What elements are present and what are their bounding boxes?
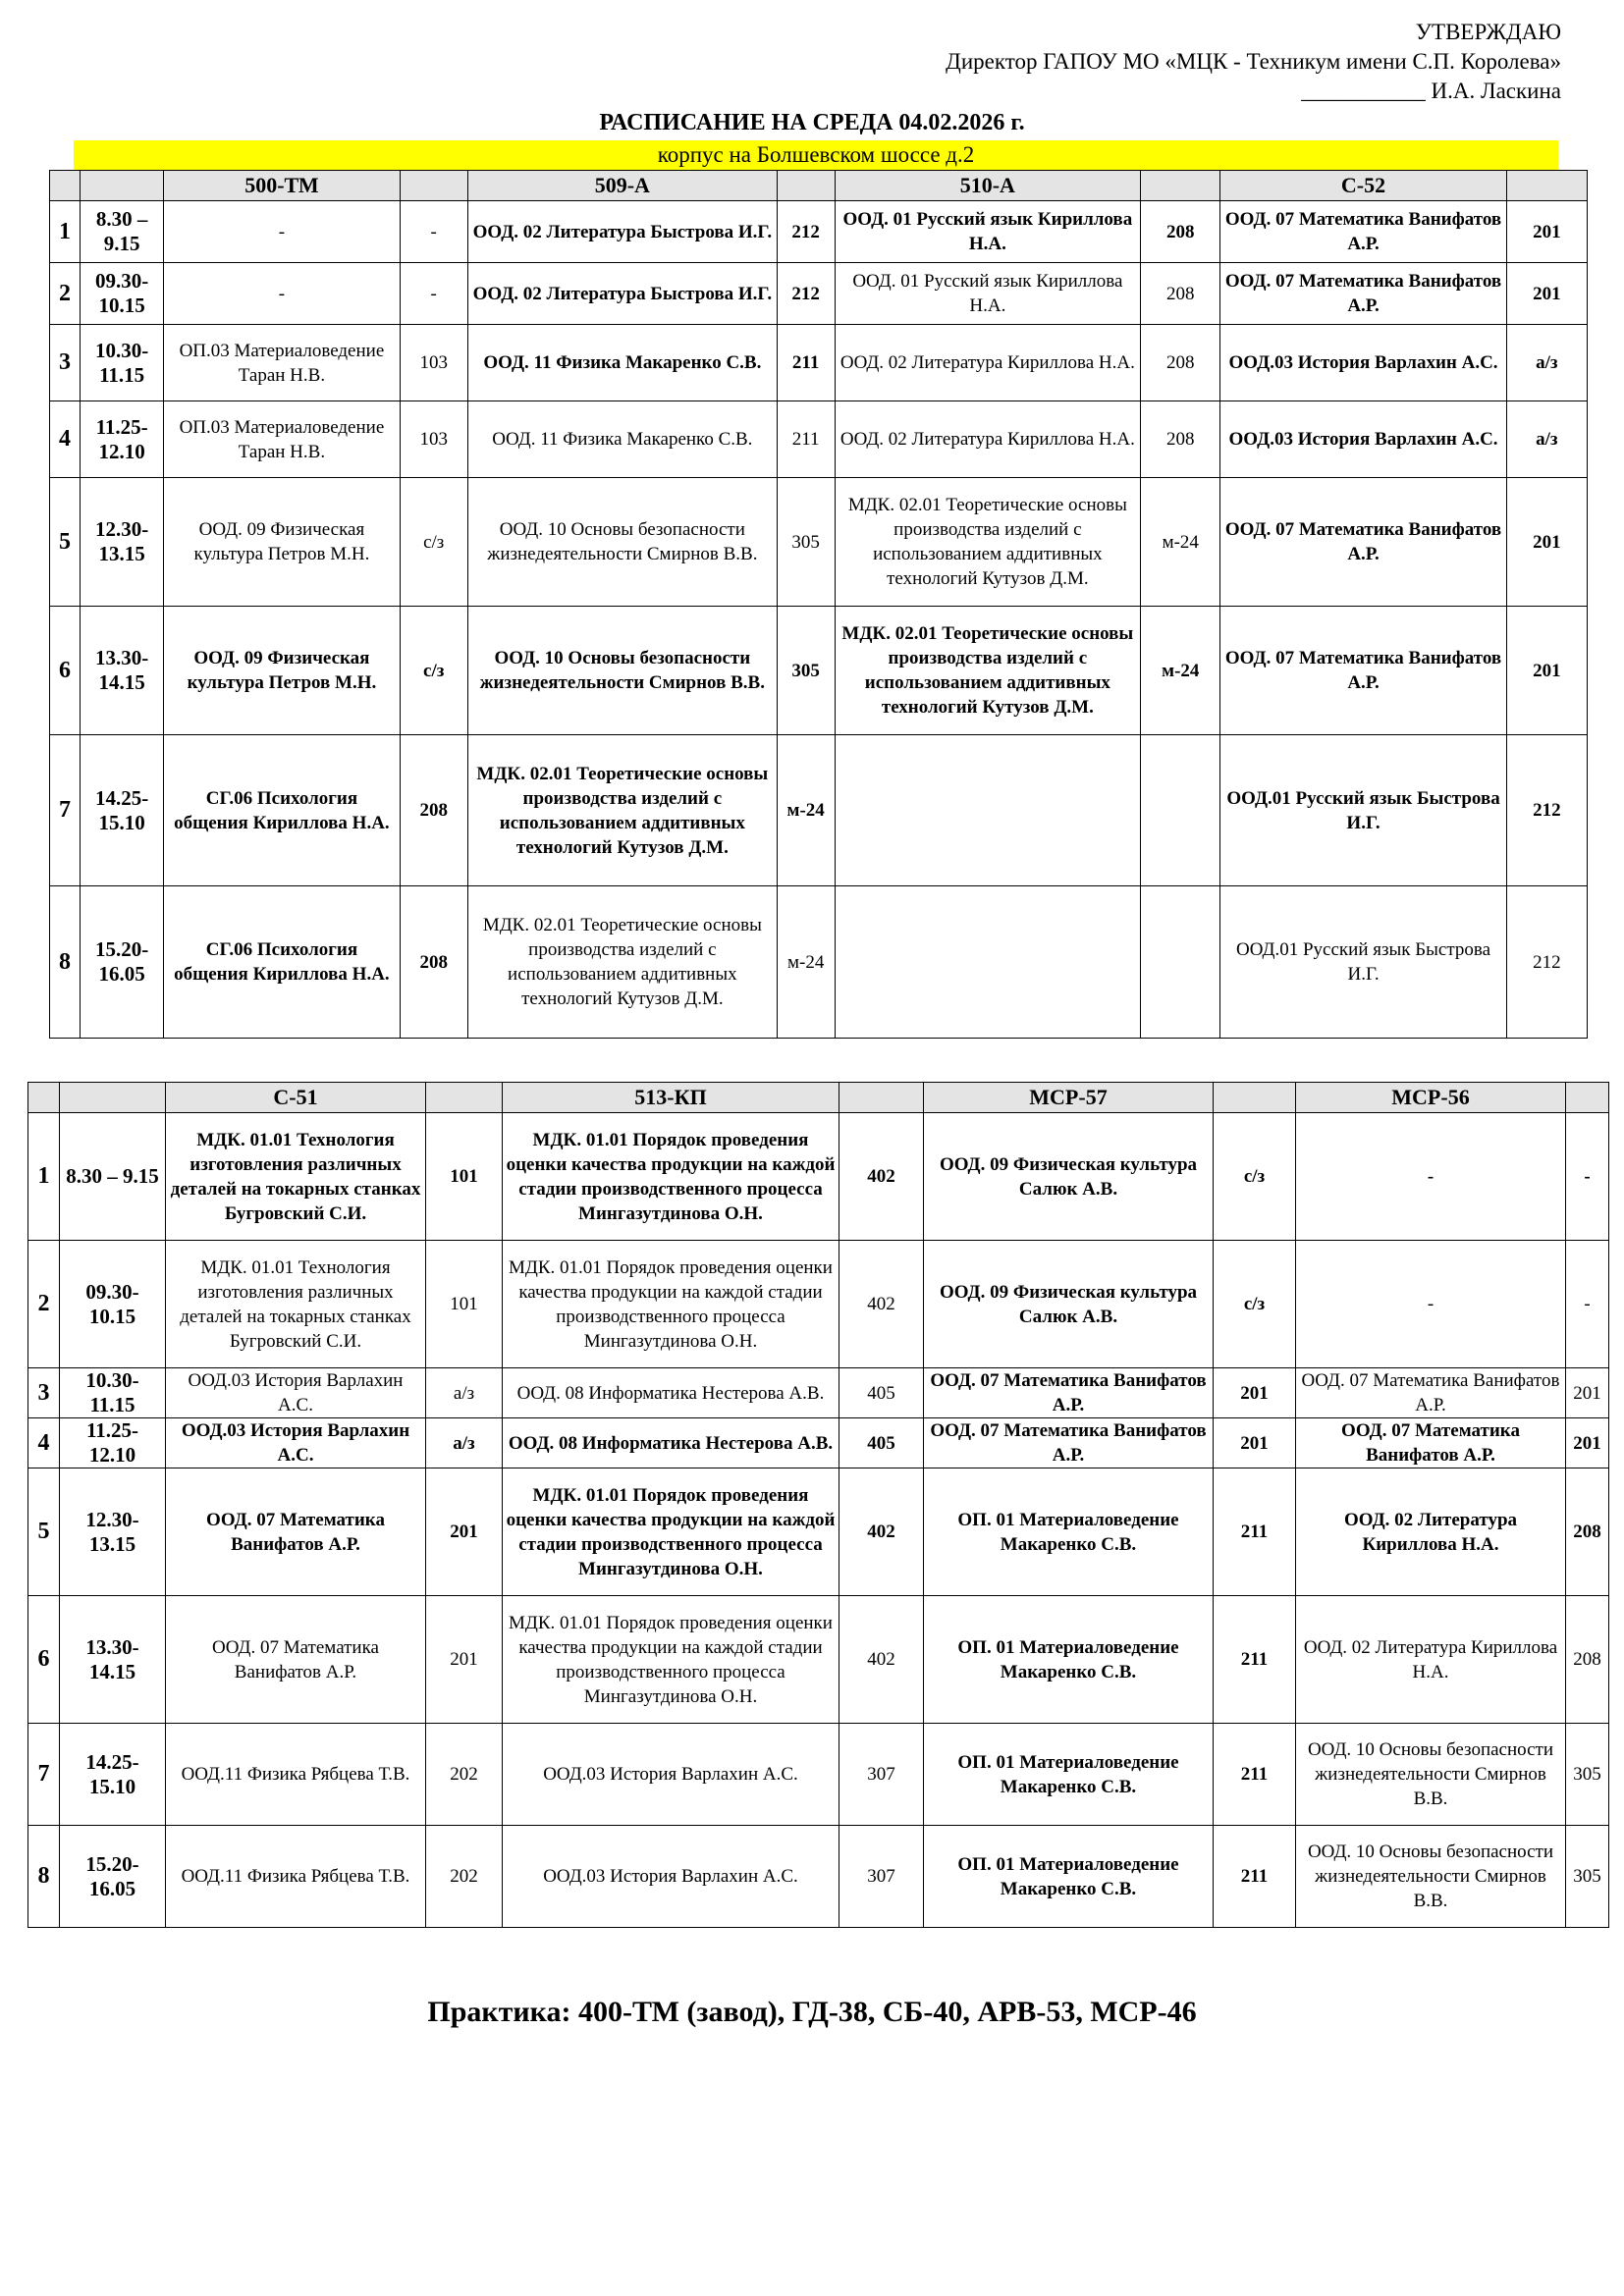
subject-cell: МДК. 02.01 Теоретические основы производства изделий с использованием аддитивных технологий Кутузов Д.М. (835, 478, 1141, 607)
subject-cell: ООД. 02 Литература Быстрова И.Г. (467, 201, 777, 263)
subject-cell: ООД. 02 Литература Кириллова Н.А. (835, 325, 1141, 401)
schedule-table-2 (27, 1082, 1609, 1928)
subject-cell: ООД. 07 Математика Ванифатов А.Р. (1220, 607, 1506, 735)
room-cell: а/з (426, 1418, 503, 1468)
approval-block (946, 18, 1561, 106)
table-row (28, 1468, 1609, 1596)
subject-cell: ОП.03 Материаловедение Таран Н.В. (164, 401, 400, 478)
lesson-time: 13.30- 14.15 (60, 1596, 166, 1724)
group-header: 513-КП (503, 1083, 839, 1113)
approval-line-2: Директор ГАПОУ МО «МЦК - Техникум имени С.П. Королева» (946, 49, 1561, 74)
subject-cell: ОП. 01 Материаловедение Макаренко С.В. (924, 1826, 1214, 1928)
room-cell (1141, 886, 1220, 1039)
lesson-number: 6 (28, 1596, 60, 1724)
lesson-time: 09.30- 10.15 (80, 263, 163, 325)
room-cell: м-24 (1141, 607, 1220, 735)
room-cell: 208 (1141, 263, 1220, 325)
subject-cell: ООД. 07 Математика Ванифатов А.Р. (1296, 1368, 1566, 1418)
table-row (50, 201, 1588, 263)
subject-cell: ООД. 01 Русский язык Кириллова Н.А. (835, 263, 1141, 325)
lesson-time: 15.20- 16.05 (80, 886, 163, 1039)
room-cell: - (1566, 1241, 1609, 1368)
group-header: 509-А (467, 171, 777, 201)
room-cell: 211 (1214, 1826, 1296, 1928)
room-cell: 201 (1214, 1418, 1296, 1468)
group-header: МСР-57 (924, 1083, 1214, 1113)
lesson-number: 2 (50, 263, 81, 325)
table-row (28, 1724, 1609, 1826)
group-header: С-51 (166, 1083, 426, 1113)
subject-cell: ООД. 09 Физическая культура Петров М.Н. (164, 478, 400, 607)
subject-cell: ООД. 07 Математика Ванифатов А.Р. (166, 1596, 426, 1724)
lesson-time: 10.30- 11.15 (80, 325, 163, 401)
subject-cell: ООД. 07 Математика Ванифатов А.Р. (1220, 201, 1506, 263)
room-cell: м-24 (1141, 478, 1220, 607)
lesson-time: 14.25- 15.10 (80, 735, 163, 886)
subject-cell: МДК. 02.01 Теоретические основы производства изделий с использованием аддитивных технологий Кутузов Д.М. (835, 607, 1141, 735)
subject-cell: ООД.03 История Варлахин А.С. (503, 1826, 839, 1928)
subject-cell: МДК. 01.01 Порядок проведения оценки качества продукции на каждой стадии производственного процесса Мингазутдинова О.Н. (503, 1596, 839, 1724)
lesson-number: 6 (50, 607, 81, 735)
lesson-number: 3 (50, 325, 81, 401)
room-cell: 211 (1214, 1596, 1296, 1724)
subject-cell: ОП. 01 Материаловедение Макаренко С.В. (924, 1468, 1214, 1596)
subject-cell: ООД. 07 Математика Ванифатов А.Р. (1220, 263, 1506, 325)
lesson-number: 2 (28, 1241, 60, 1368)
table-row (50, 478, 1588, 607)
subject-cell: ООД. 08 Информатика Нестерова А.В. (503, 1418, 839, 1468)
room-cell: 307 (839, 1826, 924, 1928)
table-row (50, 263, 1588, 325)
subject-cell: - (164, 201, 400, 263)
subject-cell: МДК. 02.01 Теоретические основы производства изделий с использованием аддитивных технологий Кутузов Д.М. (467, 886, 777, 1039)
approval-line-3: ___________ И.А. Ласкина (1301, 79, 1561, 103)
subject-cell: МДК. 01.01 Технология изготовления различных деталей на токарных станках Бугровский С.И. (166, 1113, 426, 1241)
lesson-time: 8.30 – 9.15 (60, 1113, 166, 1241)
table-header-row (50, 171, 1588, 201)
room-cell: 212 (777, 263, 835, 325)
table-header-row (28, 1083, 1609, 1113)
room-cell: с/з (400, 607, 467, 735)
room-cell: 305 (1566, 1724, 1609, 1826)
table-row (28, 1826, 1609, 1928)
room-cell: 208 (1566, 1468, 1609, 1596)
subject-cell: ООД.03 История Варлахин А.С. (166, 1368, 426, 1418)
lesson-time: 12.30- 13.15 (80, 478, 163, 607)
table-row (28, 1368, 1609, 1418)
room-cell: 208 (1141, 325, 1220, 401)
subject-cell: ООД.01 Русский язык Быстрова И.Г. (1220, 735, 1506, 886)
lesson-number: 4 (28, 1418, 60, 1468)
table-row (50, 401, 1588, 478)
group-header: 500-ТМ (164, 171, 400, 201)
room-cell: с/з (1214, 1113, 1296, 1241)
subject-cell: - (1296, 1113, 1566, 1241)
group-header: С-52 (1220, 171, 1506, 201)
room-cell: 305 (777, 607, 835, 735)
room-cell: 101 (426, 1113, 503, 1241)
subject-cell: ООД. 07 Математика Ванифатов А.Р. (166, 1468, 426, 1596)
subject-cell: ООД. 10 Основы безопасности жизнедеятельности Смирнов В.В. (1296, 1724, 1566, 1826)
room-cell: 212 (1506, 886, 1587, 1039)
room-cell: 201 (426, 1596, 503, 1724)
room-cell: 307 (839, 1724, 924, 1826)
building-banner: корпус на Болшевском шоссе д.2 (74, 140, 1558, 170)
room-cell: 402 (839, 1113, 924, 1241)
table-row (28, 1241, 1609, 1368)
room-cell: 211 (1214, 1724, 1296, 1826)
lesson-number: 4 (50, 401, 81, 478)
lesson-time: 15.20- 16.05 (60, 1826, 166, 1928)
subject-cell: ООД.01 Русский язык Быстрова И.Г. (1220, 886, 1506, 1039)
subject-cell: ООД.03 История Варлахин А.С. (1220, 325, 1506, 401)
room-cell: - (1566, 1113, 1609, 1241)
subject-cell: ООД. 09 Физическая культура Салюк А.В. (924, 1241, 1214, 1368)
subject-cell: ООД.03 История Варлахин А.С. (1220, 401, 1506, 478)
lesson-time: 09.30- 10.15 (60, 1241, 166, 1368)
lesson-number: 7 (50, 735, 81, 886)
table-row (28, 1596, 1609, 1724)
room-cell: 212 (777, 201, 835, 263)
lesson-time: 11.25- 12.10 (80, 401, 163, 478)
subject-cell: - (1296, 1241, 1566, 1368)
table-row (28, 1113, 1609, 1241)
room-cell: - (400, 201, 467, 263)
page-title: РАСПИСАНИЕ НА СРЕДА 04.02.2026 г. (599, 110, 1025, 135)
lesson-time: 13.30- 14.15 (80, 607, 163, 735)
room-cell: 201 (1506, 607, 1587, 735)
room-cell: 201 (1214, 1368, 1296, 1418)
subject-cell: ООД. 11 Физика Макаренко С.В. (467, 325, 777, 401)
practice-note: Практика: 400-ТМ (завод), ГД-38, СБ-40, АРВ-53, МСР-46 (427, 1996, 1197, 2028)
room-cell: 208 (1566, 1596, 1609, 1724)
room-cell: с/з (400, 478, 467, 607)
room-cell: 405 (839, 1368, 924, 1418)
subject-cell: ООД. 08 Информатика Нестерова А.В. (503, 1368, 839, 1418)
subject-cell: ООД. 09 Физическая культура Петров М.Н. (164, 607, 400, 735)
lesson-number: 8 (50, 886, 81, 1039)
subject-cell: ООД.03 История Варлахин А.С. (503, 1724, 839, 1826)
room-cell: 202 (426, 1724, 503, 1826)
group-header: 510-А (835, 171, 1141, 201)
room-cell: а/з (1506, 325, 1587, 401)
subject-cell: ООД. 10 Основы безопасности жизнедеятельности Смирнов В.В. (467, 478, 777, 607)
room-cell: м-24 (777, 735, 835, 886)
subject-cell: ООД. 07 Математика Ванифатов А.Р. (1220, 478, 1506, 607)
room-cell: с/з (1214, 1241, 1296, 1368)
lesson-number: 1 (50, 201, 81, 263)
room-cell: 103 (400, 325, 467, 401)
lesson-number: 5 (28, 1468, 60, 1596)
lesson-number: 8 (28, 1826, 60, 1928)
lesson-time: 10.30- 11.15 (60, 1368, 166, 1418)
approval-line-1: УТВЕРЖДАЮ (1415, 20, 1561, 44)
subject-cell: ООД. 11 Физика Макаренко С.В. (467, 401, 777, 478)
lesson-time: 14.25- 15.10 (60, 1724, 166, 1826)
subject-cell: ООД. 09 Физическая культура Салюк А.В. (924, 1113, 1214, 1241)
room-cell: 201 (1566, 1418, 1609, 1468)
subject-cell: ООД.11 Физика Рябцева Т.В. (166, 1724, 426, 1826)
subject-cell: ООД. 02 Литература Кириллова Н.А. (1296, 1468, 1566, 1596)
room-cell: а/з (1506, 401, 1587, 478)
room-cell: 201 (1506, 201, 1587, 263)
room-cell: 212 (1506, 735, 1587, 886)
room-cell: 201 (1566, 1368, 1609, 1418)
subject-cell: МДК. 01.01 Порядок проведения оценки качества продукции на каждой стадии производственного процесса Мингазутдинова О.Н. (503, 1113, 839, 1241)
lesson-number: 7 (28, 1724, 60, 1826)
lesson-time: 12.30- 13.15 (60, 1468, 166, 1596)
subject-cell: МДК. 01.01 Технология изготовления различных деталей на токарных станках Бугровский С.И. (166, 1241, 426, 1368)
room-cell: 202 (426, 1826, 503, 1928)
table-row (50, 735, 1588, 886)
room-cell: 211 (1214, 1468, 1296, 1596)
room-cell: 208 (400, 886, 467, 1039)
subject-cell: - (164, 263, 400, 325)
room-cell: 208 (400, 735, 467, 886)
room-cell: 101 (426, 1241, 503, 1368)
room-cell: 103 (400, 401, 467, 478)
lesson-time: 8.30 – 9.15 (80, 201, 163, 263)
subject-cell (835, 735, 1141, 886)
subject-cell: ООД. 07 Математика Ванифатов А.Р. (1296, 1418, 1566, 1468)
room-cell: 201 (426, 1468, 503, 1596)
room-cell: а/з (426, 1368, 503, 1418)
room-cell: 211 (777, 325, 835, 401)
subject-cell: СГ.06 Психология общения Кириллова Н.А. (164, 735, 400, 886)
subject-cell: ООД. 07 Математика Ванифатов А.Р. (924, 1418, 1214, 1468)
subject-cell: ООД. 01 Русский язык Кириллова Н.А. (835, 201, 1141, 263)
room-cell: 405 (839, 1418, 924, 1468)
subject-cell: ОП.03 Материаловедение Таран Н.В. (164, 325, 400, 401)
subject-cell: ООД. 10 Основы безопасности жизнедеятельности Смирнов В.В. (467, 607, 777, 735)
lesson-number: 1 (28, 1113, 60, 1241)
room-cell: 211 (777, 401, 835, 478)
lesson-number: 5 (50, 478, 81, 607)
room-cell: 305 (1566, 1826, 1609, 1928)
subject-cell: ООД. 02 Литература Кириллова Н.А. (1296, 1596, 1566, 1724)
lesson-number: 3 (28, 1368, 60, 1418)
room-cell: 402 (839, 1241, 924, 1368)
lesson-time: 11.25- 12.10 (60, 1418, 166, 1468)
subject-cell: ООД. 02 Литература Кириллова Н.А. (835, 401, 1141, 478)
subject-cell: ООД. 07 Математика Ванифатов А.Р. (924, 1368, 1214, 1418)
table-row (50, 607, 1588, 735)
subject-cell: ООД.03 История Варлахин А.С. (166, 1418, 426, 1468)
subject-cell: ОП. 01 Материаловедение Макаренко С.В. (924, 1596, 1214, 1724)
room-cell: - (400, 263, 467, 325)
room-cell: 201 (1506, 478, 1587, 607)
subject-cell: ООД. 10 Основы безопасности жизнедеятельности Смирнов В.В. (1296, 1826, 1566, 1928)
room-cell: 201 (1506, 263, 1587, 325)
schedule-table-1 (49, 170, 1588, 1039)
subject-cell (835, 886, 1141, 1039)
subject-cell: МДК. 02.01 Теоретические основы производства изделий с использованием аддитивных технологий Кутузов Д.М. (467, 735, 777, 886)
subject-cell: СГ.06 Психология общения Кириллова Н.А. (164, 886, 400, 1039)
subject-cell: ООД. 02 Литература Быстрова И.Г. (467, 263, 777, 325)
subject-cell: МДК. 01.01 Порядок проведения оценки качества продукции на каждой стадии производственного процесса Мингазутдинова О.Н. (503, 1468, 839, 1596)
room-cell (1141, 735, 1220, 886)
room-cell: 402 (839, 1596, 924, 1724)
subject-cell: ООД.11 Физика Рябцева Т.В. (166, 1826, 426, 1928)
room-cell: 208 (1141, 401, 1220, 478)
subject-cell: МДК. 01.01 Порядок проведения оценки качества продукции на каждой стадии производственного процесса Мингазутдинова О.Н. (503, 1241, 839, 1368)
room-cell: 402 (839, 1468, 924, 1596)
room-cell: м-24 (777, 886, 835, 1039)
table-row (50, 325, 1588, 401)
room-cell: 208 (1141, 201, 1220, 263)
table-row (50, 886, 1588, 1039)
room-cell: 305 (777, 478, 835, 607)
group-header: МСР-56 (1296, 1083, 1566, 1113)
table-row (28, 1418, 1609, 1468)
subject-cell: ОП. 01 Материаловедение Макаренко С.В. (924, 1724, 1214, 1826)
